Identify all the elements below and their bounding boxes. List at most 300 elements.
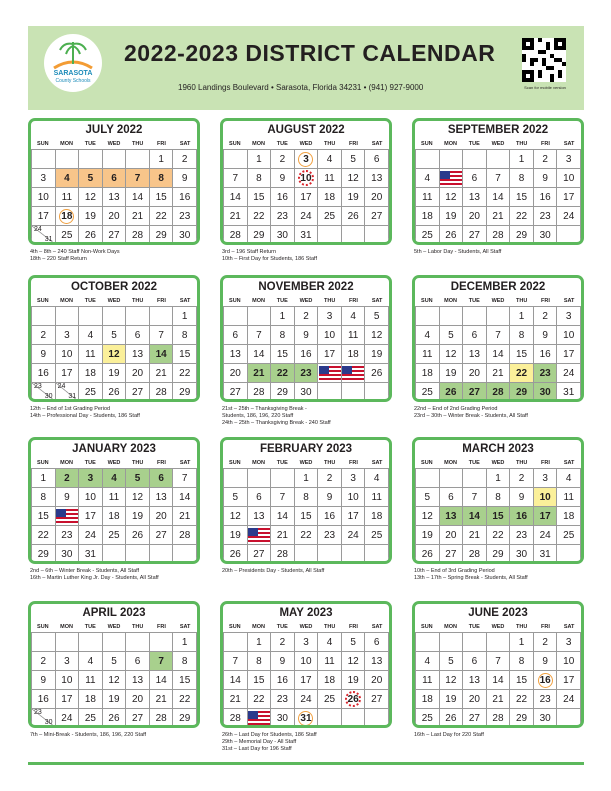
day-cell: 17 xyxy=(534,507,558,526)
weekday-label: MON xyxy=(252,460,265,466)
day-cell: 4 xyxy=(318,150,342,169)
day-cell: 6 xyxy=(103,169,127,188)
day-cell: 19 xyxy=(342,671,366,690)
day-cell: 15 xyxy=(248,671,272,690)
day-cell: 16 xyxy=(32,364,56,383)
month-notes xyxy=(30,568,220,582)
day-cell: 11 xyxy=(416,671,440,690)
day-cell: 11 xyxy=(103,488,127,507)
day-cell: 13 xyxy=(440,507,464,526)
day-number: 30 xyxy=(44,393,53,400)
empty-cell xyxy=(557,545,581,564)
day-cell: 12 xyxy=(342,652,366,671)
note-line: 23rd – 30th – Winter Break - Students, All Staff xyxy=(414,412,528,419)
day-cell: 9 xyxy=(32,671,56,690)
day-cell: 10 xyxy=(342,488,366,507)
empty-cell xyxy=(440,469,464,488)
month-title: APRIL 2023 xyxy=(82,607,146,619)
empty-cell xyxy=(79,307,103,326)
day-cell: 31 xyxy=(557,383,581,402)
day-cell: 24 xyxy=(557,207,581,226)
day-cell: 9 xyxy=(318,488,342,507)
day-cell: 3 xyxy=(295,633,319,652)
day-cell: 15 xyxy=(150,188,174,207)
weekday-label: TUE xyxy=(84,624,96,630)
day-number: 31 xyxy=(44,236,53,243)
day-cell: 6 xyxy=(224,326,248,345)
day-cell: 23 xyxy=(534,207,558,226)
month-card-september-2022 xyxy=(412,118,584,245)
empty-cell xyxy=(103,545,127,564)
weekday-label: MON xyxy=(252,141,265,147)
day-cell: 7 xyxy=(463,488,487,507)
day-cell: 14 xyxy=(173,488,197,507)
month-title: MAY 2023 xyxy=(279,607,333,619)
day-cell: 7 xyxy=(150,326,174,345)
weekday-label: WED xyxy=(491,460,505,466)
day-cell: 7 xyxy=(126,169,150,188)
month-card-may-2023 xyxy=(220,601,392,728)
day-cell: 11 xyxy=(56,188,80,207)
note-line: 31st – Last Day for 196 Staff xyxy=(222,745,292,752)
day-cell: 23 xyxy=(56,526,80,545)
month-card-april-2023 xyxy=(28,601,200,728)
day-cell: 25 xyxy=(56,226,80,245)
day-cell: 24 xyxy=(557,364,581,383)
day-cell: 11 xyxy=(318,169,342,188)
day-cell: 13 xyxy=(463,671,487,690)
weekday-label: SAT xyxy=(371,298,383,304)
weekday-label: WED xyxy=(491,624,505,630)
empty-cell xyxy=(150,307,174,326)
day-grid xyxy=(415,149,581,245)
day-cell: 14 xyxy=(487,345,511,364)
day-cell: 14 xyxy=(224,188,248,207)
day-cell: 2 xyxy=(295,307,319,326)
day-cell: 30 xyxy=(295,383,319,402)
weekday-label: MON xyxy=(444,624,457,630)
split-day-cell xyxy=(32,226,56,245)
day-cell: 19 xyxy=(103,364,127,383)
day-cell: 6 xyxy=(248,488,272,507)
weekday-label: TUE xyxy=(276,624,288,630)
day-cell: 10 xyxy=(534,488,558,507)
day-cell: 28 xyxy=(487,383,511,402)
day-cell: 4 xyxy=(79,326,103,345)
weekday-header xyxy=(223,139,389,149)
day-grid xyxy=(223,149,389,245)
month-notes xyxy=(414,406,604,420)
weekday-label: FRI xyxy=(348,460,358,466)
day-cell: 20 xyxy=(126,364,150,383)
weekday-label: WED xyxy=(107,460,121,466)
day-cell: 6 xyxy=(126,652,150,671)
empty-cell xyxy=(79,150,103,169)
day-grid xyxy=(31,306,197,402)
weekday-label: FRI xyxy=(156,141,166,147)
day-cell xyxy=(295,150,319,169)
us-flag-icon xyxy=(56,509,78,524)
circled-day-marker: 16 xyxy=(539,674,551,686)
day-cell: 23 xyxy=(271,207,295,226)
day-cell: 19 xyxy=(440,690,464,709)
day-cell: 2 xyxy=(534,150,558,169)
weekday-label: FRI xyxy=(348,141,358,147)
day-cell: 6 xyxy=(463,326,487,345)
day-cell: 5 xyxy=(416,488,440,507)
empty-cell xyxy=(557,226,581,245)
weekday-header xyxy=(415,622,581,632)
day-grid xyxy=(31,468,197,564)
day-cell: 30 xyxy=(173,226,197,245)
weekday-label: SUN xyxy=(37,141,49,147)
weekday-label: FRI xyxy=(540,624,550,630)
day-cell: 12 xyxy=(365,326,389,345)
day-cell: 19 xyxy=(342,188,366,207)
day-cell: 12 xyxy=(126,488,150,507)
day-cell: 14 xyxy=(126,188,150,207)
empty-cell xyxy=(318,226,342,245)
day-cell: 14 xyxy=(248,345,272,364)
month-title: OCTOBER 2022 xyxy=(70,281,158,293)
weekday-label: FRI xyxy=(348,624,358,630)
weekday-label: MON xyxy=(444,460,457,466)
logo-wordmark: SARASOTA xyxy=(53,70,93,77)
weekday-header xyxy=(31,622,197,632)
weekday-header xyxy=(415,296,581,306)
month-notes xyxy=(30,732,220,739)
empty-cell xyxy=(248,307,272,326)
empty-cell xyxy=(56,307,80,326)
month-notes xyxy=(30,406,220,420)
day-cell: 5 xyxy=(440,652,464,671)
day-cell: 21 xyxy=(150,690,174,709)
note-line: 24th – 25th – Thanksgiving Break - 240 Staff xyxy=(222,419,331,426)
weekday-label: SUN xyxy=(229,460,241,466)
day-cell: 21 xyxy=(487,364,511,383)
month-notes xyxy=(414,732,604,739)
day-cell: 8 xyxy=(295,488,319,507)
day-cell xyxy=(56,207,80,226)
day-cell: 29 xyxy=(510,383,534,402)
day-cell: 7 xyxy=(487,652,511,671)
note-line: 16th – Martin Luther King Jr. Day - Students, All Staff xyxy=(30,574,159,581)
empty-cell xyxy=(416,307,440,326)
day-cell: 21 xyxy=(173,507,197,526)
weekday-label: MON xyxy=(444,141,457,147)
day-cell: 20 xyxy=(463,207,487,226)
day-cell: 23 xyxy=(318,526,342,545)
day-cell: 25 xyxy=(103,526,127,545)
weekday-label: FRI xyxy=(540,298,550,304)
day-cell: 7 xyxy=(487,169,511,188)
day-cell: 15 xyxy=(510,345,534,364)
day-cell: 14 xyxy=(224,671,248,690)
day-cell: 12 xyxy=(79,188,103,207)
weekday-label: FRI xyxy=(540,460,550,466)
day-cell: 9 xyxy=(271,169,295,188)
weekday-label: SUN xyxy=(37,460,49,466)
note-line: 20th – Presidents Day - Students, All Staff xyxy=(222,568,325,574)
day-cell: 2 xyxy=(32,652,56,671)
day-cell: 6 xyxy=(440,488,464,507)
month-title: JUNE 2023 xyxy=(468,607,528,619)
day-cell: 2 xyxy=(271,633,295,652)
day-cell: 10 xyxy=(295,652,319,671)
day-cell: 25 xyxy=(416,226,440,245)
day-cell: 29 xyxy=(173,383,197,402)
month-notes xyxy=(222,732,412,752)
day-cell: 12 xyxy=(103,671,127,690)
empty-cell xyxy=(32,150,56,169)
day-cell: 5 xyxy=(103,652,127,671)
day-cell: 9 xyxy=(271,652,295,671)
day-cell: 12 xyxy=(342,169,366,188)
note-line: 18th – 220 Staff Return xyxy=(30,255,87,262)
day-cell: 9 xyxy=(534,169,558,188)
day-cell: 6 xyxy=(126,326,150,345)
note-line: 16th – Last Day for 220 Staff xyxy=(414,732,484,738)
day-cell: 26 xyxy=(440,226,464,245)
day-cell: 1 xyxy=(487,469,511,488)
note-line: 21st – 25th – Thanksgiving Break - xyxy=(222,406,307,412)
day-cell: 29 xyxy=(150,226,174,245)
day-cell: 14 xyxy=(487,188,511,207)
note-line: 10th – First Day for Students, 186 Staff xyxy=(222,255,317,262)
month-notes xyxy=(30,249,220,263)
weekday-label: THU xyxy=(132,460,144,466)
us-flag-icon xyxy=(248,528,270,543)
weekday-label: MON xyxy=(60,141,73,147)
day-number: 23 xyxy=(34,383,42,390)
day-cell: 25 xyxy=(557,526,581,545)
empty-cell xyxy=(103,307,127,326)
day-cell: 28 xyxy=(463,545,487,564)
empty-cell xyxy=(150,633,174,652)
day-cell: 22 xyxy=(510,207,534,226)
day-cell: 27 xyxy=(103,226,127,245)
empty-cell xyxy=(416,469,440,488)
day-cell: 14 xyxy=(463,507,487,526)
empty-cell xyxy=(248,469,272,488)
day-cell: 26 xyxy=(224,545,248,564)
day-cell: 8 xyxy=(271,326,295,345)
day-cell: 16 xyxy=(32,690,56,709)
day-cell: 21 xyxy=(487,207,511,226)
day-cell: 23 xyxy=(271,690,295,709)
us-flag-icon xyxy=(342,366,364,381)
day-cell: 25 xyxy=(79,709,103,728)
day-cell: 31 xyxy=(295,226,319,245)
day-cell: 27 xyxy=(248,545,272,564)
day-cell: 29 xyxy=(248,226,272,245)
day-cell: 16 xyxy=(271,671,295,690)
day-cell: 21 xyxy=(487,690,511,709)
weekday-label: WED xyxy=(299,141,313,147)
day-cell: 13 xyxy=(126,671,150,690)
day-number: 31 xyxy=(68,393,77,400)
day-cell: 11 xyxy=(342,326,366,345)
weekday-label: THU xyxy=(324,141,336,147)
day-cell: 4 xyxy=(416,652,440,671)
day-cell: 2 xyxy=(510,469,534,488)
day-cell: 23 xyxy=(534,690,558,709)
day-cell: 21 xyxy=(271,526,295,545)
day-cell: 18 xyxy=(416,207,440,226)
empty-cell xyxy=(126,150,150,169)
month-title: FEBRUARY 2023 xyxy=(259,443,353,455)
weekday-label: MON xyxy=(252,624,265,630)
day-cell: 1 xyxy=(150,150,174,169)
weekday-header xyxy=(223,458,389,468)
day-cell: 17 xyxy=(557,188,581,207)
day-cell: 8 xyxy=(510,169,534,188)
day-cell: 13 xyxy=(365,652,389,671)
day-cell: 18 xyxy=(557,507,581,526)
day-cell: 18 xyxy=(342,345,366,364)
day-cell: 11 xyxy=(416,188,440,207)
day-cell: 25 xyxy=(416,709,440,728)
empty-cell xyxy=(295,545,319,564)
weekday-header xyxy=(415,139,581,149)
weekday-header xyxy=(223,622,389,632)
weekday-label: TUE xyxy=(276,141,288,147)
day-cell: 22 xyxy=(150,207,174,226)
note-line: 26th – Last Day for Students, 186 Staff xyxy=(222,732,317,738)
empty-cell xyxy=(365,709,389,728)
day-cell: 22 xyxy=(32,526,56,545)
day-cell: 29 xyxy=(173,709,197,728)
day-cell: 18 xyxy=(103,507,127,526)
day-cell: 16 xyxy=(534,188,558,207)
empty-cell xyxy=(557,709,581,728)
empty-cell xyxy=(440,307,464,326)
note-line: 13th – 17th – Spring Break - Students, All Staff xyxy=(414,574,528,581)
day-cell: 14 xyxy=(150,345,174,364)
empty-cell xyxy=(103,150,127,169)
day-cell: 13 xyxy=(463,188,487,207)
day-cell: 19 xyxy=(440,207,464,226)
day-cell: 1 xyxy=(173,633,197,652)
day-cell: 20 xyxy=(224,364,248,383)
day-cell: 11 xyxy=(79,671,103,690)
day-cell: 2 xyxy=(56,469,80,488)
day-cell: 17 xyxy=(342,507,366,526)
day-cell xyxy=(342,690,366,709)
day-cell: 11 xyxy=(557,488,581,507)
empty-cell xyxy=(79,633,103,652)
month-title: JANUARY 2023 xyxy=(72,443,156,455)
empty-cell xyxy=(440,633,464,652)
empty-cell xyxy=(342,545,366,564)
day-cell: 31 xyxy=(79,545,103,564)
day-cell xyxy=(295,709,319,728)
day-grid xyxy=(415,468,581,564)
weekday-label: THU xyxy=(132,298,144,304)
month-card-february-2023 xyxy=(220,437,392,564)
weekday-label: WED xyxy=(107,298,121,304)
day-cell: 22 xyxy=(510,690,534,709)
day-cell: 9 xyxy=(534,326,558,345)
weekday-label: SUN xyxy=(229,624,241,630)
logo-subtitle: County Schools xyxy=(55,78,91,84)
day-cell: 21 xyxy=(150,364,174,383)
day-cell: 13 xyxy=(126,345,150,364)
day-grid xyxy=(415,306,581,402)
day-cell: 26 xyxy=(103,709,127,728)
empty-cell xyxy=(342,709,366,728)
weekday-label: TUE xyxy=(276,460,288,466)
day-cell: 1 xyxy=(271,307,295,326)
day-cell: 5 xyxy=(440,326,464,345)
circled-day-marker: 31 xyxy=(300,712,312,724)
day-cell: 2 xyxy=(534,307,558,326)
day-cell: 18 xyxy=(318,671,342,690)
day-cell: 2 xyxy=(534,633,558,652)
day-cell: 22 xyxy=(271,364,295,383)
day-cell: 21 xyxy=(224,690,248,709)
day-cell: 1 xyxy=(248,150,272,169)
footer-rule xyxy=(28,762,584,765)
month-notes xyxy=(414,568,604,582)
day-cell: 27 xyxy=(463,709,487,728)
day-cell: 22 xyxy=(487,526,511,545)
weekday-label: THU xyxy=(516,624,528,630)
day-cell: 4 xyxy=(56,169,80,188)
day-cell: 20 xyxy=(440,526,464,545)
day-cell: 6 xyxy=(150,469,174,488)
weekday-label: SUN xyxy=(421,298,433,304)
day-cell: 22 xyxy=(248,690,272,709)
split-day-cell xyxy=(32,709,56,728)
weekday-label: FRI xyxy=(348,298,358,304)
day-cell: 18 xyxy=(318,188,342,207)
month-card-august-2022 xyxy=(220,118,392,245)
note-line: 29th – Memorial Day - All Staff xyxy=(222,738,297,745)
qr-code[interactable] xyxy=(522,38,566,82)
day-cell: 5 xyxy=(103,326,127,345)
day-cell: 16 xyxy=(510,507,534,526)
day-cell: 30 xyxy=(534,709,558,728)
month-notes xyxy=(222,568,412,575)
weekday-label: THU xyxy=(324,298,336,304)
day-cell: 10 xyxy=(318,326,342,345)
weekday-label: SAT xyxy=(179,298,191,304)
us-flag-icon xyxy=(319,366,341,381)
empty-cell xyxy=(416,150,440,169)
weekday-label: WED xyxy=(299,624,313,630)
day-cell: 5 xyxy=(79,169,103,188)
day-cell: 26 xyxy=(365,364,389,383)
weekday-label: FRI xyxy=(540,141,550,147)
day-grid xyxy=(415,632,581,728)
day-cell: 25 xyxy=(365,526,389,545)
day-cell: 14 xyxy=(271,507,295,526)
day-cell: 19 xyxy=(103,690,127,709)
day-cell: 21 xyxy=(126,207,150,226)
day-cell: 28 xyxy=(224,226,248,245)
weekday-label: WED xyxy=(299,298,313,304)
day-cell: 26 xyxy=(416,545,440,564)
day-cell: 9 xyxy=(534,652,558,671)
weekday-label: THU xyxy=(516,298,528,304)
empty-cell xyxy=(224,469,248,488)
weekday-label: TUE xyxy=(84,298,96,304)
weekday-label: SAT xyxy=(179,141,191,147)
day-cell: 9 xyxy=(295,326,319,345)
day-cell: 18 xyxy=(365,507,389,526)
day-cell: 7 xyxy=(173,469,197,488)
